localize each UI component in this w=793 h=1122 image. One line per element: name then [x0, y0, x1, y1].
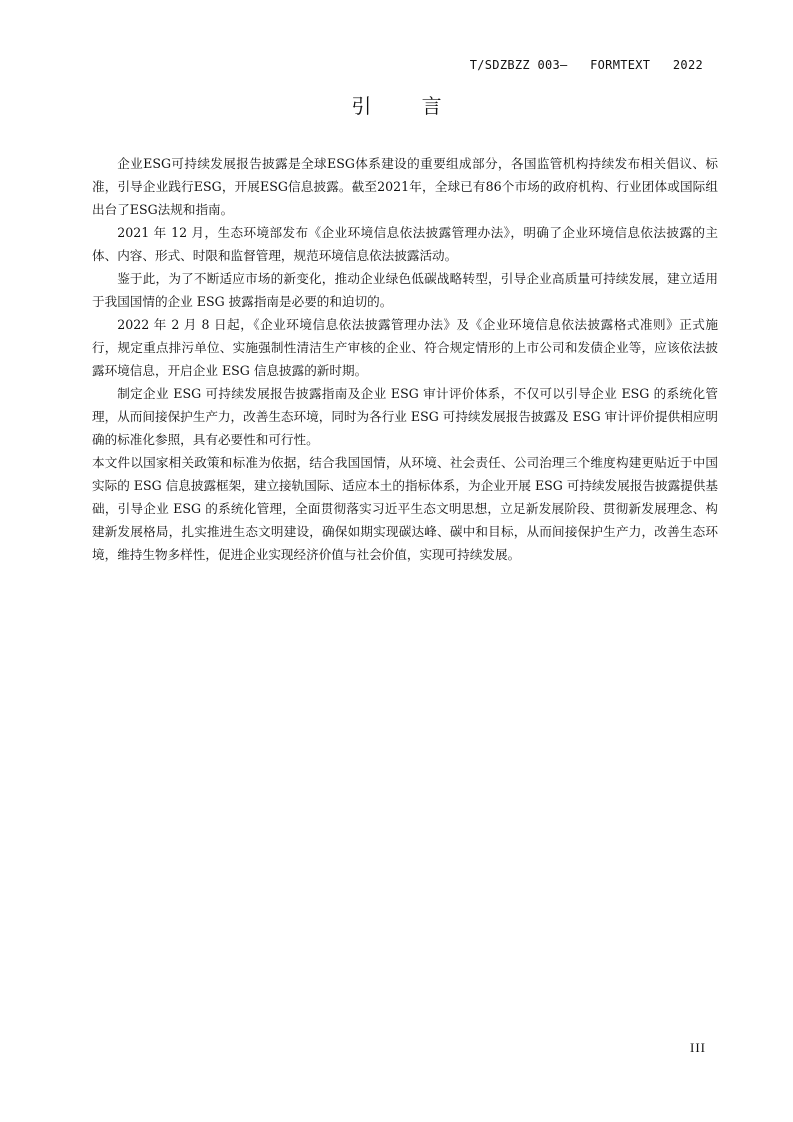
paragraph: 本文件以国家相关政策和标准为依据，结合我国国情，从环境、社会责任、公司治理三个维度构建更贴近于中国实际的 ESG 信息披露框架，建立接轨国际、适应本土的指标体系，为企业开展 ESG 可持续发展报告披露提供基础，引导企业 ESG 的系统化管理，全面贯彻落实习近平生态文明思想，立足新发展阶段、贯彻新发展理念、构建新发展格局，扎实推进生态文明建设，确保如期实现碳达峰、碳中和目标，从而间接保护生产力，改善生态环境，维持生物多样性，促进企业实现经济价值与社会价值，实现可持续发展。 [92, 455, 718, 562]
paragraph: 企业ESG可持续发展报告披露是全球ESG体系建设的重要组成部分，各国监管机构持续发布相关倡议、标准，引导企业践行ESG，开展ESG信息披露。截至2021年，全球已有86个市场的政府机构、行业团体或国际组出台了ESG法规和指南。 [92, 156, 718, 217]
page-number: III [690, 1040, 706, 1055]
paragraph: 制定企业 ESG 可持续发展报告披露指南及企业 ESG 审计评价体系，不仅可以引导企业 ESG 的系统化管理，从而间接保护生产力，改善生态环境，同时为各行业 ESG 可持续发展报告披露及 ESG 审计评价提供相应明确的标准化参照，具有必要性和可行性。 [92, 386, 718, 447]
paragraph: 鉴于此，为了不断适应市场的新变化，推动企业绿色低碳战略转型，引导企业高质量可持续发展，建立适用于我国国情的企业 ESG 披露指南是必要的和迫切的。 [92, 271, 718, 309]
document-code: T/SDZBZZ 003— FORMTEXT 2022 [469, 58, 703, 72]
page-title: 引 言 [351, 94, 464, 118]
paragraph: 2021 年 12 月，生态环境部发布《企业环境信息依法披露管理办法》，明确了企业环境信息依法披露的主体、内容、形式、时限和监督管理，规范环境信息依法披露活动。 [92, 225, 718, 263]
body-text [92, 152, 718, 566]
paragraph: 2022 年 2 月 8 日起，《企业环境信息依法披露管理办法》及《企业环境信息依法披露格式准则》正式施行，规定重点排污单位、实施强制性清洁生产审核的企业、符合规定情形的上市公司和发债企业等，应该依法披露环境信息，开启企业 ESG 信息披露的新时期。 [92, 317, 718, 378]
